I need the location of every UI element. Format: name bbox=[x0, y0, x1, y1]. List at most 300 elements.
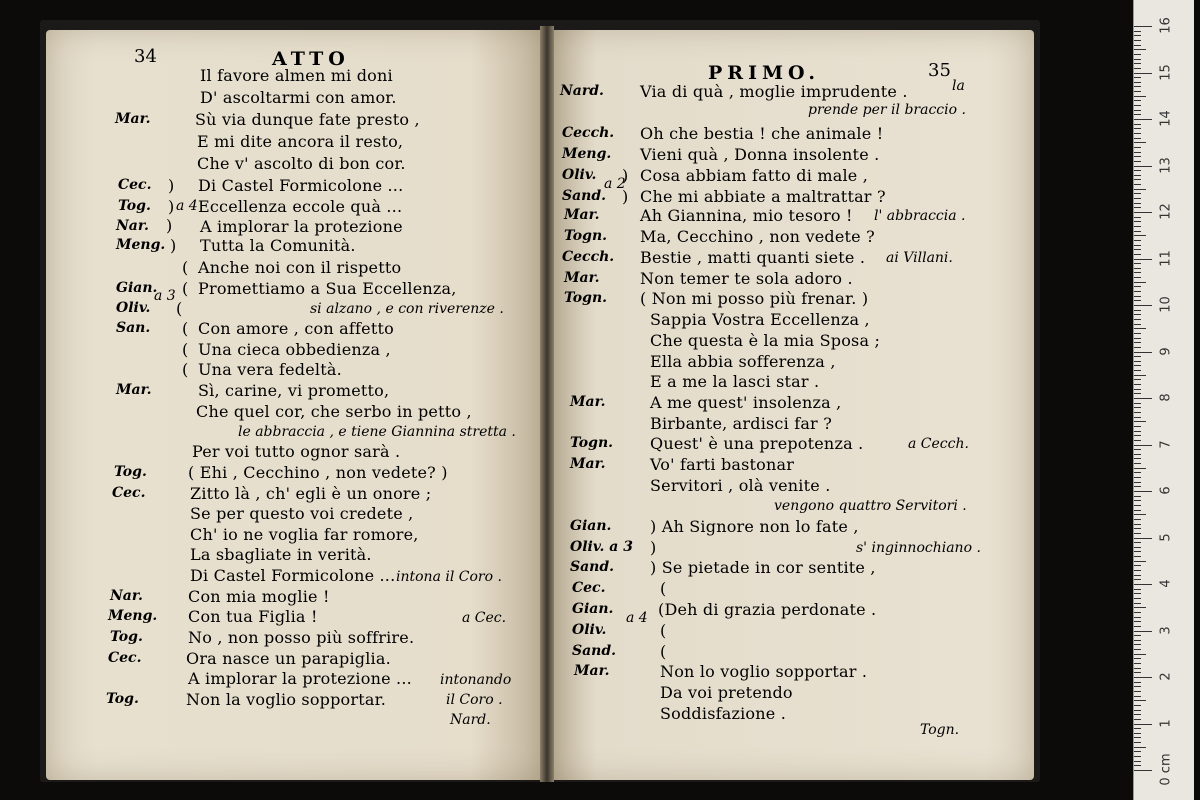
ruler-minor-tick bbox=[1134, 45, 1141, 46]
ruler-minor-tick bbox=[1134, 705, 1141, 706]
ruler-minor-tick bbox=[1134, 91, 1141, 92]
speaker-label: Gian. bbox=[116, 280, 158, 296]
ruler-minor-tick bbox=[1134, 570, 1141, 571]
verse-line: E a me la lasci star . bbox=[650, 372, 820, 391]
ruler-minor-tick bbox=[1134, 505, 1141, 506]
ruler-major-tick bbox=[1134, 352, 1152, 353]
ruler-minor-tick bbox=[1134, 617, 1141, 618]
verse-line: Oh che bestia ! che animale ! bbox=[640, 124, 884, 143]
ruler-minor-tick bbox=[1134, 696, 1141, 697]
speaker-label: Sand. bbox=[570, 559, 615, 575]
right-page-number: 35 bbox=[928, 60, 951, 81]
ruler-minor-tick bbox=[1134, 607, 1146, 608]
speaker-label: Tog. bbox=[114, 464, 147, 480]
speaker-label: Tog. bbox=[118, 198, 151, 214]
ruler-minor-tick bbox=[1134, 454, 1141, 455]
ruler-label: 9 bbox=[1158, 346, 1174, 356]
speaker-label: Cecch. bbox=[562, 125, 615, 141]
ruler-label: 12 bbox=[1158, 203, 1174, 220]
ruler-minor-tick bbox=[1134, 761, 1141, 762]
ruler-minor-tick bbox=[1134, 449, 1141, 450]
ruler-minor-tick bbox=[1134, 393, 1141, 394]
ruler-minor-tick bbox=[1134, 384, 1141, 385]
ruler-minor-tick bbox=[1134, 435, 1141, 436]
stage-direction: Nard. bbox=[450, 712, 491, 728]
ruler-minor-tick bbox=[1134, 170, 1141, 171]
ruler-minor-tick bbox=[1134, 314, 1141, 315]
ruler-minor-tick bbox=[1134, 561, 1146, 562]
verse-line: Con tua Figlia ! bbox=[188, 607, 318, 626]
verse-line: Ch' io ne voglia far romore, bbox=[190, 525, 419, 544]
speaker-label: Togn. bbox=[564, 228, 607, 244]
ruler-minor-tick bbox=[1134, 142, 1146, 143]
verse-line: A me quest' insolenza , bbox=[650, 393, 842, 412]
ruler-minor-tick bbox=[1134, 31, 1141, 32]
ruler-minor-tick bbox=[1134, 161, 1141, 162]
verse-line: Che questa è la mia Sposa ; bbox=[650, 331, 881, 350]
ruler-minor-tick bbox=[1134, 361, 1141, 362]
stage-direction: ai Villani. bbox=[886, 250, 953, 266]
ruler-minor-tick bbox=[1134, 319, 1141, 320]
ruler-minor-tick bbox=[1134, 324, 1141, 325]
stage-direction: la bbox=[952, 78, 965, 94]
ruler-minor-tick bbox=[1134, 747, 1146, 748]
speaker-label: Tog. bbox=[110, 629, 143, 645]
ensemble-mark: ) bbox=[166, 216, 173, 235]
ensemble-mark: a 2 bbox=[604, 176, 626, 192]
verse-line: ( bbox=[660, 642, 667, 661]
speaker-label: Nar. bbox=[116, 218, 149, 234]
ruler-minor-tick bbox=[1134, 644, 1141, 645]
ruler-minor-tick bbox=[1134, 286, 1141, 287]
verse-line: Una vera fedeltà. bbox=[198, 360, 342, 379]
ruler-minor-tick bbox=[1134, 510, 1141, 511]
ruler-minor-tick bbox=[1134, 514, 1146, 515]
ruler-minor-tick bbox=[1134, 463, 1141, 464]
ruler-minor-tick bbox=[1134, 175, 1141, 176]
speaker-label: Meng. bbox=[116, 237, 166, 253]
ruler-minor-tick bbox=[1134, 500, 1141, 501]
ruler-label: 4 bbox=[1158, 579, 1174, 588]
speaker-label: Oliv. bbox=[572, 622, 607, 638]
right-page-header: PRIMO. bbox=[708, 62, 821, 84]
ruler-minor-tick bbox=[1134, 407, 1141, 408]
ruler-minor-tick bbox=[1134, 124, 1141, 125]
speaker-label: Togn. bbox=[564, 290, 607, 306]
verse-line: ) Se pietade in cor sentite , bbox=[650, 558, 876, 577]
ensemble-mark: a 3 bbox=[154, 288, 176, 304]
ruler-minor-tick bbox=[1134, 658, 1141, 659]
ruler-minor-tick bbox=[1134, 235, 1146, 236]
ruler-minor-tick bbox=[1134, 565, 1141, 566]
ruler-minor-tick bbox=[1134, 389, 1141, 390]
left-page-number: 34 bbox=[134, 46, 157, 67]
ruler-minor-tick bbox=[1134, 240, 1141, 241]
verse-line: Una cieca obbedienza , bbox=[198, 340, 391, 359]
ruler-minor-tick bbox=[1134, 431, 1141, 432]
verse-line: Via di quà , moglie imprudente . bbox=[640, 82, 908, 101]
ensemble-mark: ) bbox=[622, 187, 629, 206]
ruler-minor-tick bbox=[1134, 654, 1146, 655]
ruler-minor-tick bbox=[1134, 477, 1141, 478]
ruler-minor-tick bbox=[1134, 551, 1141, 552]
verse-line: E mi dite ancora il resto, bbox=[197, 132, 404, 151]
ruler-minor-tick bbox=[1134, 179, 1141, 180]
speaker-label: Cecch. bbox=[562, 249, 615, 265]
ruler-minor-tick bbox=[1134, 231, 1141, 232]
book-gutter bbox=[540, 26, 554, 782]
ensemble-mark: a 4 bbox=[626, 610, 648, 626]
ruler-major-tick bbox=[1134, 677, 1152, 678]
verse-line: Non lo voglio sopportar . bbox=[660, 662, 868, 681]
ruler-minor-tick bbox=[1134, 338, 1141, 339]
speaker-label: Cec. bbox=[118, 177, 152, 193]
verse-line: Vieni quà , Donna insolente . bbox=[640, 145, 880, 164]
ensemble-mark: ( bbox=[182, 258, 189, 277]
ruler-minor-tick bbox=[1134, 742, 1141, 743]
speaker-label: Gian. bbox=[570, 518, 612, 534]
ruler-minor-tick bbox=[1134, 96, 1146, 97]
ruler-minor-tick bbox=[1134, 691, 1141, 692]
ruler-minor-tick bbox=[1134, 49, 1146, 50]
ruler-minor-tick bbox=[1134, 370, 1141, 371]
left-page-header: ATTO bbox=[272, 48, 350, 70]
ruler-minor-tick bbox=[1134, 737, 1141, 738]
ruler-minor-tick bbox=[1134, 486, 1141, 487]
speaker-label: Gian. bbox=[572, 601, 614, 617]
ruler-minor-tick bbox=[1134, 105, 1141, 106]
ruler-major-tick bbox=[1134, 631, 1152, 632]
verse-line: ( Non mi posso più frenar. ) bbox=[640, 289, 869, 308]
ruler-major-tick bbox=[1134, 26, 1152, 27]
stage-direction: a Cec. bbox=[462, 610, 507, 626]
verse-line: Soddisfazione . bbox=[660, 704, 786, 723]
ruler-major-tick bbox=[1134, 305, 1152, 306]
ruler-label: 2 bbox=[1158, 672, 1174, 681]
ensemble-mark: ( bbox=[182, 340, 189, 359]
ruler-minor-tick bbox=[1134, 114, 1141, 115]
ruler-minor-tick bbox=[1134, 603, 1141, 604]
ruler-minor-tick bbox=[1134, 719, 1141, 720]
ruler-minor-tick bbox=[1134, 728, 1141, 729]
ruler-major-tick bbox=[1134, 259, 1152, 260]
verse-line: (Deh di grazia perdonate . bbox=[658, 600, 877, 619]
ensemble-mark: ( bbox=[182, 360, 189, 379]
verse-line: Ah Giannina, mio tesoro ! bbox=[640, 206, 853, 225]
ruler-minor-tick bbox=[1134, 156, 1141, 157]
ruler-minor-tick bbox=[1134, 189, 1146, 190]
ruler-minor-tick bbox=[1134, 54, 1141, 55]
ruler-minor-tick bbox=[1134, 217, 1141, 218]
ruler-major-tick bbox=[1134, 119, 1152, 120]
verse-line: Che quel cor, che serbo in petto , bbox=[196, 402, 472, 421]
ruler-minor-tick bbox=[1134, 751, 1141, 752]
ruler-minor-tick bbox=[1134, 296, 1141, 297]
ensemble-mark: ) bbox=[168, 197, 175, 216]
ruler-minor-tick bbox=[1134, 710, 1141, 711]
ruler-minor-tick bbox=[1134, 365, 1141, 366]
ruler-minor-tick bbox=[1134, 528, 1141, 529]
ruler-major-tick bbox=[1134, 770, 1152, 771]
ruler-minor-tick bbox=[1134, 668, 1141, 669]
stage-direction: intonando bbox=[440, 672, 512, 688]
ruler-minor-tick bbox=[1134, 263, 1141, 264]
stage-direction: vengono quattro Servitori . bbox=[774, 498, 967, 514]
ensemble-mark: ) bbox=[168, 176, 175, 195]
verse-line: Quest' è una prepotenza . bbox=[650, 434, 864, 453]
stage-direction: a Cecch. bbox=[908, 436, 969, 452]
stage-direction: l' abbraccia . bbox=[874, 208, 966, 224]
verse-line: Ora nasce un parapiglia. bbox=[186, 649, 391, 668]
speaker-label: Meng. bbox=[108, 608, 158, 624]
speaker-label: Cec. bbox=[572, 580, 606, 596]
verse-line: Non temer te sola adoro . bbox=[640, 269, 853, 288]
ruler-minor-tick bbox=[1134, 700, 1146, 701]
ruler-minor-tick bbox=[1134, 426, 1141, 427]
ruler-minor-tick bbox=[1134, 519, 1141, 520]
verse-line: Cosa abbiam fatto di male , bbox=[640, 166, 869, 185]
ruler-minor-tick bbox=[1134, 663, 1141, 664]
ruler-minor-tick bbox=[1134, 63, 1141, 64]
speaker-label: Mar. bbox=[115, 111, 151, 127]
speaker-label: Nard. bbox=[560, 83, 604, 99]
ruler-minor-tick bbox=[1134, 575, 1141, 576]
ensemble-mark: ( bbox=[176, 299, 183, 318]
verse-line: Se per questo voi credete , bbox=[190, 504, 414, 523]
ruler-major-tick bbox=[1134, 538, 1152, 539]
verse-line: Zitto là , ch' egli è un onore ; bbox=[190, 484, 432, 503]
verse-line: ( bbox=[660, 579, 667, 598]
verse-line: Ella abbia sofferenza , bbox=[650, 352, 836, 371]
ruler-minor-tick bbox=[1134, 379, 1141, 380]
ruler-minor-tick bbox=[1134, 249, 1141, 250]
ruler-minor-tick bbox=[1134, 347, 1141, 348]
verse-line: No , non posso più soffrire. bbox=[188, 628, 415, 647]
ruler-minor-tick bbox=[1134, 152, 1141, 153]
ruler-minor-tick bbox=[1134, 342, 1141, 343]
verse-line: Vo' farti bastonar bbox=[650, 455, 795, 474]
ruler-minor-tick bbox=[1134, 458, 1141, 459]
ruler-minor-tick bbox=[1134, 403, 1141, 404]
ruler-minor-tick bbox=[1134, 86, 1141, 87]
ruler-minor-tick bbox=[1134, 82, 1141, 83]
speaker-label: Oliv. bbox=[116, 300, 151, 316]
verse-line: Bestie , matti quanti siete . bbox=[640, 248, 866, 267]
ruler-minor-tick bbox=[1134, 482, 1141, 483]
ruler-minor-tick bbox=[1134, 472, 1141, 473]
ruler-label: 5 bbox=[1158, 532, 1174, 542]
ruler-major-tick bbox=[1134, 73, 1152, 74]
measuring-ruler bbox=[1133, 0, 1194, 800]
ruler-major-tick bbox=[1134, 724, 1152, 725]
speaker-label: Cec. bbox=[112, 485, 146, 501]
speaker-label: Sand. bbox=[572, 643, 617, 659]
ruler-minor-tick bbox=[1134, 542, 1141, 543]
ruler-minor-tick bbox=[1134, 579, 1141, 580]
verse-line: Con mia moglie ! bbox=[188, 587, 330, 606]
stage-direction: intona il Coro . bbox=[396, 569, 502, 585]
verse-line: Sù via dunque fate presto , bbox=[195, 110, 420, 129]
ruler-label: 14 bbox=[1158, 110, 1174, 127]
ruler-minor-tick bbox=[1134, 277, 1141, 278]
ruler-minor-tick bbox=[1134, 333, 1141, 334]
ruler-minor-tick bbox=[1134, 375, 1146, 376]
speaker-label: Togn. bbox=[570, 435, 613, 451]
verse-line: A implorar la protezione bbox=[200, 217, 403, 236]
speaker-label: Nar. bbox=[110, 588, 143, 604]
ruler-minor-tick bbox=[1134, 765, 1141, 766]
speaker-label: Sand. bbox=[562, 188, 607, 204]
ensemble-mark: ( bbox=[182, 319, 189, 338]
stage-direction: si alzano , e con riverenze . bbox=[310, 301, 504, 317]
ruler-minor-tick bbox=[1134, 533, 1141, 534]
ruler-minor-tick bbox=[1134, 100, 1141, 101]
verse-line: Ma, Cecchino , non vedete ? bbox=[640, 227, 875, 246]
ensemble-mark: a 4 bbox=[176, 198, 198, 214]
ruler-minor-tick bbox=[1134, 598, 1141, 599]
verse-line: ( bbox=[660, 621, 667, 640]
ruler-minor-tick bbox=[1134, 245, 1141, 246]
ruler-minor-tick bbox=[1134, 300, 1141, 301]
speaker-label: Mar. bbox=[564, 270, 600, 286]
ruler-minor-tick bbox=[1134, 226, 1141, 227]
verse-line: Non la voglio sopportar. bbox=[186, 690, 386, 709]
ruler-minor-tick bbox=[1134, 682, 1141, 683]
ruler-label: 3 bbox=[1158, 625, 1174, 635]
ruler-minor-tick bbox=[1134, 635, 1141, 636]
ruler-minor-tick bbox=[1134, 714, 1141, 715]
speaker-label: Mar. bbox=[574, 663, 610, 679]
verse-line: Di Castel Formicolone ... bbox=[198, 176, 404, 195]
ruler-minor-tick bbox=[1134, 733, 1141, 734]
verse-line: A implorar la protezione ... bbox=[188, 669, 412, 688]
ruler-label: 16 bbox=[1158, 17, 1174, 34]
stage-direction: prende per il braccio . bbox=[808, 102, 966, 118]
ruler-minor-tick bbox=[1134, 640, 1141, 641]
speaker-label: Oliv. bbox=[562, 167, 597, 183]
verse-line: Birbante, ardisci far ? bbox=[650, 414, 832, 433]
stage-direction: le abbraccia , e tiene Giannina stretta . bbox=[238, 424, 516, 440]
ruler-label: 13 bbox=[1158, 156, 1174, 174]
speaker-label: Mar. bbox=[570, 456, 606, 472]
ruler-label: 0 cm bbox=[1158, 753, 1174, 786]
ruler-minor-tick bbox=[1134, 77, 1141, 78]
speaker-label: Mar. bbox=[564, 207, 600, 223]
ruler-minor-tick bbox=[1134, 221, 1141, 222]
ruler-major-tick bbox=[1134, 166, 1152, 167]
ensemble-mark: ) bbox=[170, 236, 177, 255]
ruler-major-tick bbox=[1134, 398, 1152, 399]
ruler-minor-tick bbox=[1134, 110, 1141, 111]
ruler-minor-tick bbox=[1134, 612, 1141, 613]
ruler-minor-tick bbox=[1134, 207, 1141, 208]
speaker-label: Mar. bbox=[116, 382, 152, 398]
ruler-minor-tick bbox=[1134, 421, 1146, 422]
ruler-minor-tick bbox=[1134, 440, 1141, 441]
ruler-minor-tick bbox=[1134, 686, 1141, 687]
verse-line: Eccellenza eccole quà ... bbox=[198, 197, 403, 216]
ruler-major-tick bbox=[1134, 491, 1152, 492]
verse-line: Il favore almen mi doni bbox=[200, 66, 393, 85]
ruler-minor-tick bbox=[1134, 272, 1141, 273]
ruler-label: 6 bbox=[1158, 486, 1174, 495]
ruler-minor-tick bbox=[1134, 417, 1141, 418]
ruler-minor-tick bbox=[1134, 310, 1141, 311]
ruler-minor-tick bbox=[1134, 547, 1141, 548]
ruler-minor-tick bbox=[1134, 328, 1146, 329]
stage-direction: Togn. bbox=[920, 722, 960, 738]
verse-line: Con amore , con affetto bbox=[198, 319, 394, 338]
speaker-label: San. bbox=[116, 320, 151, 336]
ruler-minor-tick bbox=[1134, 254, 1141, 255]
ruler-minor-tick bbox=[1134, 133, 1141, 134]
speaker-label: Cec. bbox=[108, 650, 142, 666]
verse-line: ) Ah Signore non lo fate , bbox=[650, 517, 859, 536]
ruler-minor-tick bbox=[1134, 68, 1141, 69]
ruler-label: 7 bbox=[1158, 439, 1174, 449]
ruler-minor-tick bbox=[1134, 672, 1141, 673]
stage-direction: s' inginnochiano . bbox=[856, 540, 981, 556]
ruler-minor-tick bbox=[1134, 184, 1141, 185]
ruler-minor-tick bbox=[1134, 147, 1141, 148]
ruler-major-tick bbox=[1134, 212, 1152, 213]
ruler-major-tick bbox=[1134, 584, 1152, 585]
verse-line: Di Castel Formicolone ... bbox=[190, 566, 396, 585]
speaker-label: Tog. bbox=[106, 691, 139, 707]
verse-line: ( Ehi , Cecchino , non vedete? ) bbox=[188, 463, 448, 482]
ruler-major-tick bbox=[1134, 445, 1152, 446]
ensemble-mark: ( bbox=[182, 279, 189, 298]
ruler-label: 15 bbox=[1158, 63, 1174, 81]
ruler-minor-tick bbox=[1134, 291, 1141, 292]
ensemble-mark: ) bbox=[622, 166, 629, 185]
ruler-label: 1 bbox=[1158, 718, 1174, 728]
speaker-label: Meng. bbox=[562, 146, 612, 162]
verse-line: ) bbox=[650, 538, 657, 557]
verse-line: Per voi tutto ognor sarà . bbox=[192, 442, 401, 461]
verse-line: Servitori , olà venite . bbox=[650, 476, 831, 495]
ruler-label: 11 bbox=[1158, 249, 1174, 267]
verse-line: Promettiamo a Sua Eccellenza, bbox=[198, 279, 457, 298]
ruler-minor-tick bbox=[1134, 198, 1141, 199]
ruler-minor-tick bbox=[1134, 649, 1141, 650]
ruler-minor-tick bbox=[1134, 626, 1141, 627]
ruler-minor-tick bbox=[1134, 35, 1141, 36]
verse-line: D' ascoltarmi con amor. bbox=[200, 88, 397, 107]
ruler-minor-tick bbox=[1134, 356, 1141, 357]
ruler-minor-tick bbox=[1134, 128, 1141, 129]
verse-line: Da voi pretendo bbox=[660, 683, 793, 702]
ruler-minor-tick bbox=[1134, 203, 1141, 204]
ruler-minor-tick bbox=[1134, 59, 1141, 60]
ruler-minor-tick bbox=[1134, 138, 1141, 139]
ruler-label: 8 bbox=[1158, 393, 1174, 402]
ruler-minor-tick bbox=[1134, 524, 1141, 525]
ruler-minor-tick bbox=[1134, 193, 1141, 194]
ruler-minor-tick bbox=[1134, 556, 1141, 557]
verse-line: Sì, carine, vi prometto, bbox=[198, 381, 390, 400]
ruler-minor-tick bbox=[1134, 468, 1146, 469]
ruler-minor-tick bbox=[1134, 589, 1141, 590]
verse-line: Che mi abbiate a maltrattar ? bbox=[640, 187, 886, 206]
verse-line: Tutta la Comunità. bbox=[200, 236, 356, 255]
speaker-label: Oliv. a 3 bbox=[570, 539, 633, 555]
verse-line: La sbagliate in verità. bbox=[190, 545, 372, 564]
verse-line: Sappia Vostra Eccellenza , bbox=[650, 310, 870, 329]
ruler-label: 10 bbox=[1158, 296, 1174, 313]
ruler-minor-tick bbox=[1134, 621, 1141, 622]
verse-line: Anche noi con il rispetto bbox=[198, 258, 402, 277]
